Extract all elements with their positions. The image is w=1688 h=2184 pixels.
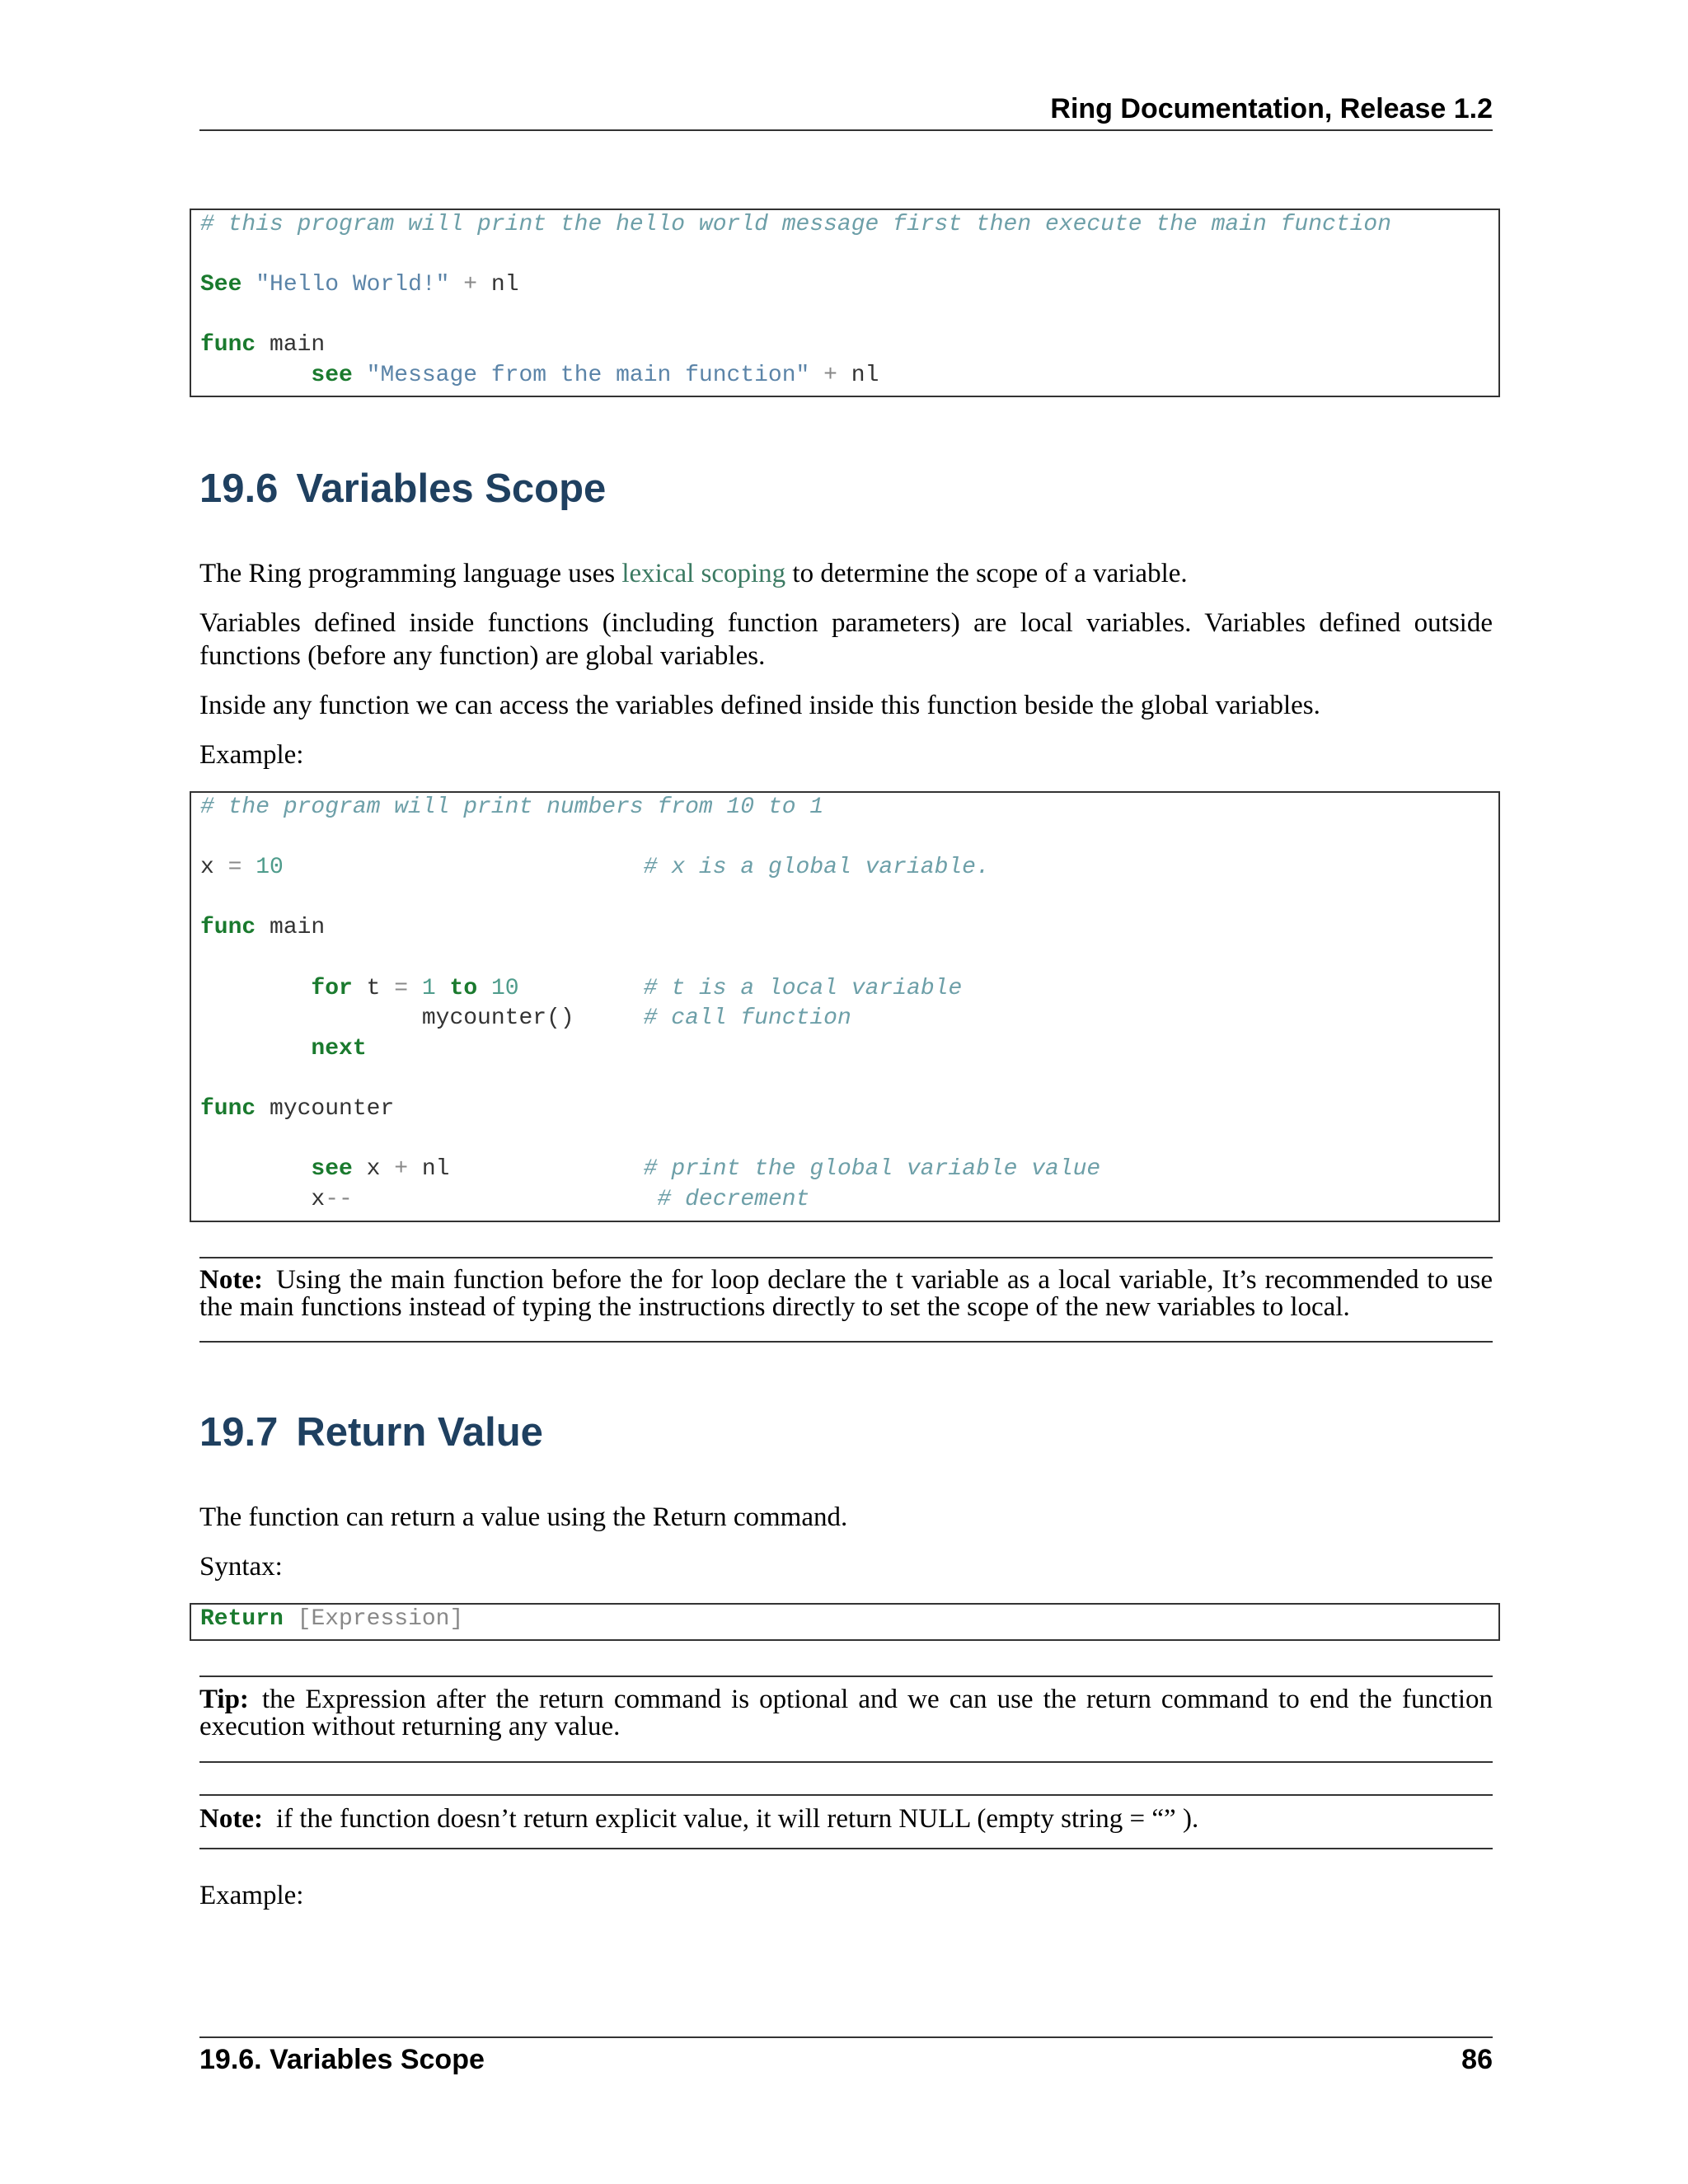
code-keyword: see <box>311 362 353 388</box>
code-block-hello-world: # this program will print the hello world message first then execute the main function See "Hello World!" + nl func main see "Message from the main function" + nl <box>190 209 1500 397</box>
code-keyword: see <box>311 1156 353 1183</box>
admonition-rule <box>199 1761 1493 1763</box>
section-heading-19-6 <box>199 466 606 512</box>
footer-rule <box>199 2036 1493 2038</box>
code-string: "Hello World!" <box>256 272 450 298</box>
footer-section: 19.6. Variables Scope <box>199 2044 485 2075</box>
admonition-rule <box>199 1794 1493 1796</box>
code-keyword: to <box>449 975 478 1001</box>
code-block-return-syntax <box>190 1603 1500 1641</box>
note-label: Note: <box>199 1265 263 1295</box>
code-comment: # this program will print the hello world message first then execute the main function <box>200 212 1392 237</box>
code-string: "Message from the main function" <box>366 362 810 388</box>
code-number: 10 <box>256 855 284 881</box>
code-identifier: mycounter <box>256 1095 395 1122</box>
lexical-scoping-link[interactable]: lexical scoping <box>621 559 786 588</box>
running-header: Ring Documentation, Release 1.2 <box>1050 93 1493 124</box>
note-label: Note: <box>199 1804 263 1834</box>
code-number: 10 <box>490 975 519 1001</box>
section-title: Return Value <box>296 1410 543 1455</box>
paragraph-syntax-label: Syntax: <box>199 1552 283 1582</box>
page-number: 86 <box>1461 2044 1493 2075</box>
paragraph-text: to determine the scope of a variable. <box>785 559 1188 588</box>
section-heading-19-7 <box>199 1409 543 1455</box>
paragraph-return-command: The function can return a value using the Return command. <box>199 1502 848 1532</box>
code-number: 1 <box>421 975 436 1001</box>
code-comment: # x is a global variable. <box>643 855 990 881</box>
code-keyword: next <box>311 1035 367 1062</box>
note-text: Using the main function before the for loop declare the t variable as a local variable, It’s recommended to use the main functions instead of typing the instructions directly to set the scope of the new variables to local. <box>199 1265 1493 1322</box>
code-comment: # print the global variable value <box>643 1156 1101 1183</box>
section-title: Variables Scope <box>296 466 607 511</box>
header-rule <box>199 129 1493 131</box>
admonition-rule <box>199 1341 1493 1343</box>
page-footer <box>199 2043 1493 2076</box>
tip-text: the Expression after the return command is optional and we can use the return command to end the function execution without returning any value. <box>199 1685 1493 1741</box>
paragraph-lexical-scoping <box>199 557 1493 590</box>
tip-admonition <box>199 1686 1493 1741</box>
paragraph-local-global: Variables defined inside functions (including function parameters) are local variables. Variables defined outside functions (before any function) are global variables. <box>199 608 1493 671</box>
admonition-rule <box>199 1257 1493 1258</box>
code-identifier: main <box>256 915 326 941</box>
code-keyword: func <box>200 332 256 359</box>
code-keyword: See <box>200 272 242 298</box>
code-keyword: func <box>200 1095 256 1122</box>
code-comment: # decrement <box>657 1186 810 1212</box>
code-identifier: main <box>256 332 326 359</box>
code-comment: # t is a local variable <box>643 975 963 1001</box>
code-comment: # the program will print numbers from 10 to 1 <box>200 794 824 820</box>
section-number: 19.7 <box>199 1410 279 1455</box>
note-admonition <box>199 1267 1493 1321</box>
paragraph-access-variables: Inside any function we can access the variables defined inside this function beside the global variables. <box>199 691 1320 720</box>
paragraph-example-label: Example: <box>199 740 304 770</box>
note-text: if the function doesn’t return explicit value, it will return NULL (empty string = “” ). <box>275 1804 1199 1834</box>
admonition-rule <box>199 1675 1493 1677</box>
code-comment: # call function <box>643 1005 851 1032</box>
code-keyword: Return <box>200 1606 284 1632</box>
admonition-rule <box>199 1848 1493 1849</box>
note-admonition <box>199 1806 1493 1833</box>
paragraph-example-label: Example: <box>199 1881 304 1910</box>
code-expression: [Expression] <box>297 1606 464 1632</box>
code-call: mycounter() <box>421 1005 574 1032</box>
code-block-scope-example: # the program will print numbers from 10 to 1 x = 10 # x is a global variable. func main for t = 1 to 10 # t is a local variable mycounter() # call function next func mycounter see x + nl # print the global variable value x-- # decrement <box>190 791 1500 1222</box>
tip-label: Tip: <box>199 1685 249 1714</box>
paragraph-text: The Ring programming language uses <box>199 559 622 588</box>
code-keyword: for <box>311 975 353 1001</box>
section-number: 19.6 <box>199 466 279 511</box>
code-keyword: func <box>200 915 256 941</box>
